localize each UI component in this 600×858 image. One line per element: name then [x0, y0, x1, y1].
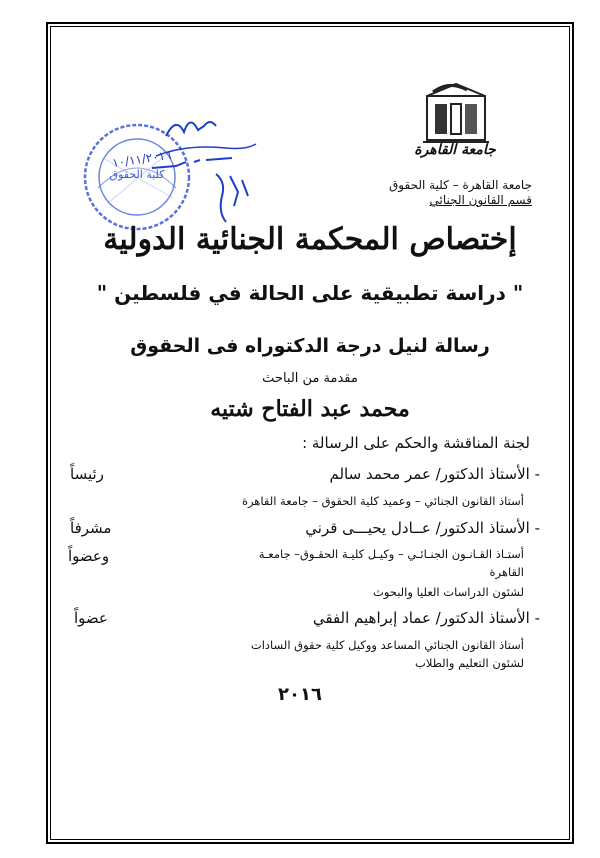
stamp-text: كلية الحقوق — [109, 168, 165, 181]
member-3-desc-line-1: أستاذ القانون الجنائي المساعد ووكيل كلية حقوق السادات — [250, 638, 524, 652]
member-2-desc-line-3: لشئون الدراسات العليا والبحوث — [373, 585, 524, 599]
handwritten-date: ١٠/١١/٢٠١٦ — [111, 147, 173, 171]
author-name: محمد عبد الفتاح شتيه — [210, 396, 410, 422]
member-3-desc-line-2: لشئون التعليم والطلاب — [415, 656, 524, 670]
degree-line: رسالة لنيل درجة الدكتوراه فى الحقوق — [130, 335, 490, 357]
member-1-desc: أستاذ القانون الجنائي – وعميد كلية الحقوق – جامعة القاهرة — [241, 494, 524, 508]
thesis-title: إختصاص المحكمة الجنائية الدولية — [103, 222, 517, 257]
member-2-desc-line-1: أستـاذ القـانـون الجنـائـي – وكيـل كليـة الحقـوق– جامعـة — [258, 547, 524, 561]
member-1-role: رئيساً — [70, 465, 104, 483]
committee-heading: لجنة المناقشة والحكم على الرسالة : — [302, 434, 530, 452]
member-2-role-2: وعضواً — [68, 547, 110, 565]
member-3-name: - الأستاذ الدكتور/ عماد إبراهيم الفقي — [312, 609, 540, 627]
university-name: جامعة القاهرة – كلية الحقوق — [389, 178, 532, 192]
member-2-name: - الأستاذ الدكتور/ عــادل يحيـــى قرني — [305, 519, 540, 537]
member-2-role: مشرفاً — [70, 519, 112, 537]
member-3-role: عضواً — [74, 609, 108, 627]
presented-by-label: مقدمة من الباحث — [262, 371, 358, 386]
department-name: قسم القانون الجنائي — [429, 193, 532, 207]
member-1-name: - الأستاذ الدكتور/ عمر محمد سالم — [329, 465, 540, 483]
thesis-subtitle: " دراسة تطبيقية على الحالة في فلسطين " — [96, 281, 524, 305]
university-logo — [405, 82, 505, 166]
year: ٢٠١٦ — [278, 684, 322, 705]
member-2-desc-line-2: القاهرة — [489, 565, 524, 579]
logo-caption: جامعة القاهرة — [414, 142, 496, 158]
